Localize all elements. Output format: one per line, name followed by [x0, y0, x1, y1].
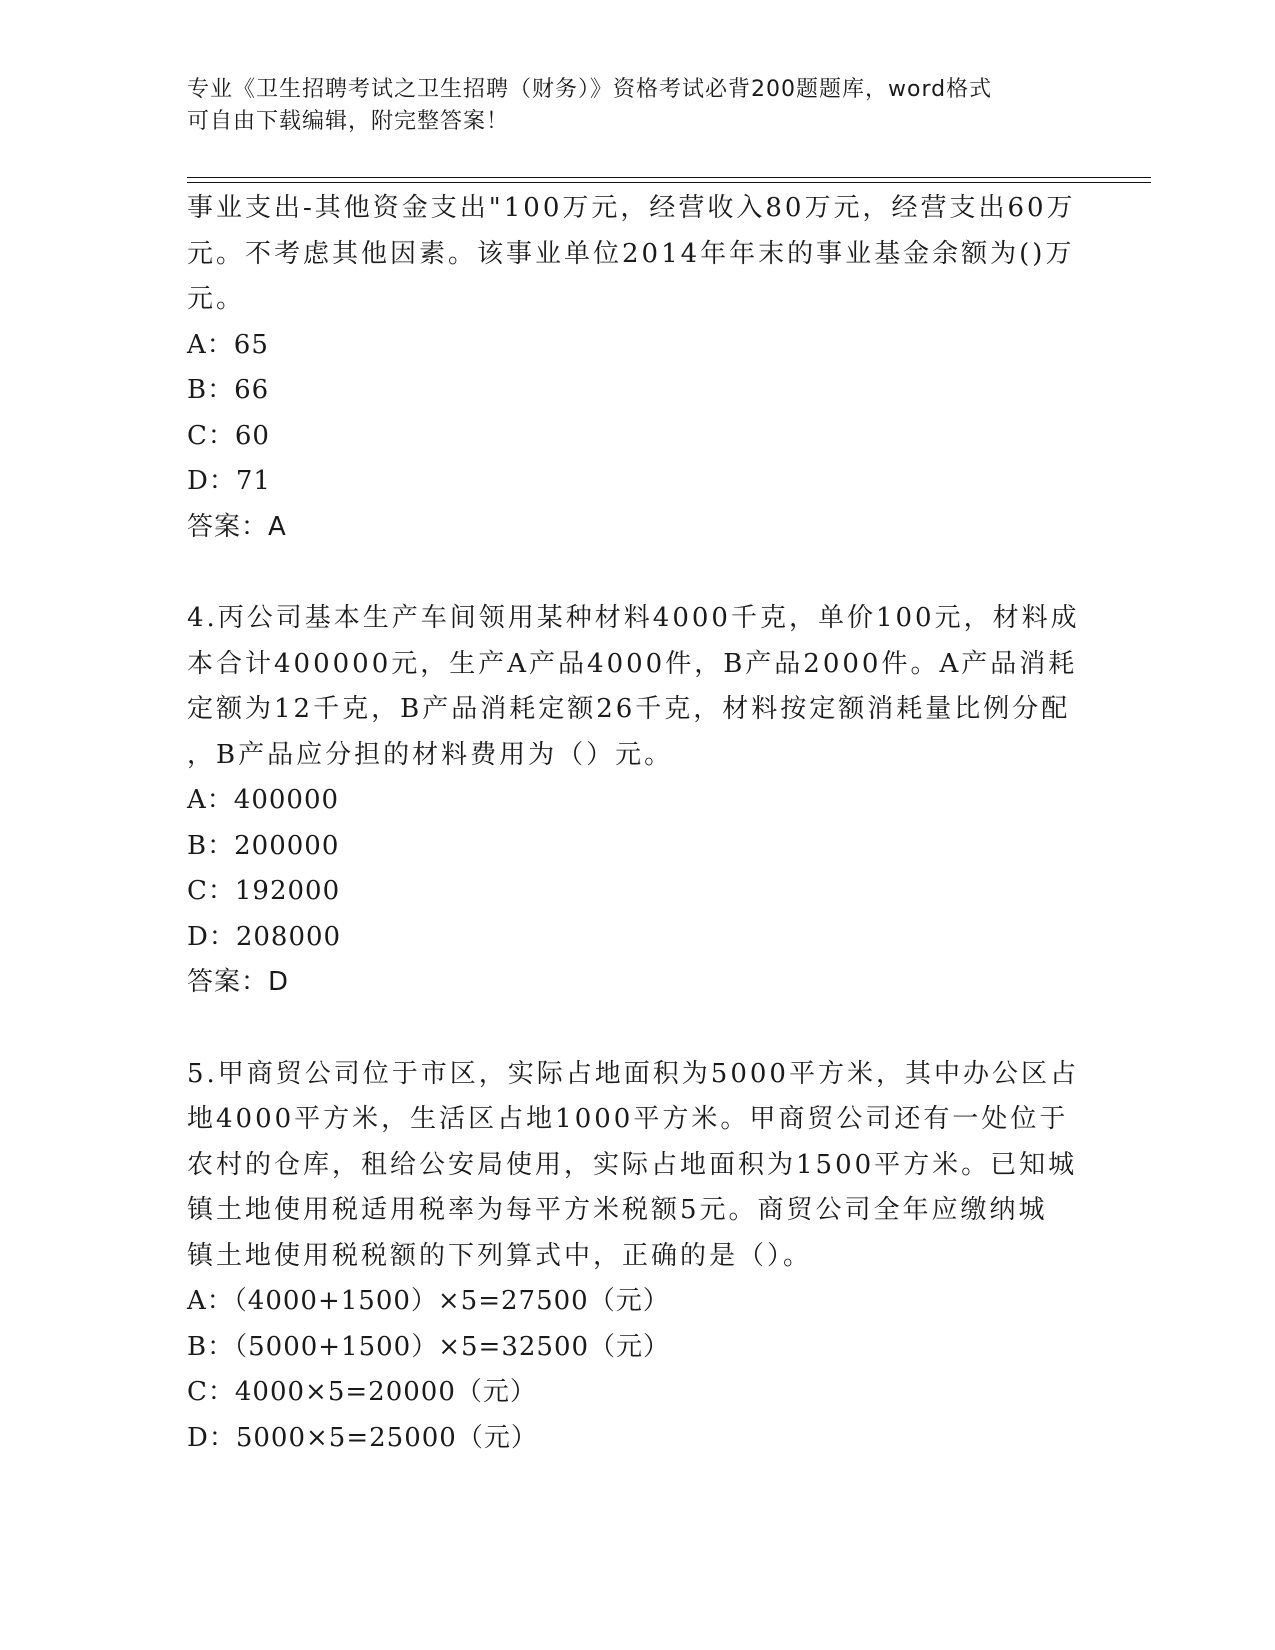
answer-label: 答案：D [187, 967, 290, 997]
header-divider-top [187, 177, 1151, 178]
option-b: B：200000 [187, 830, 340, 861]
option-a: A：（4000+1500）×5=27500（元） [187, 1286, 670, 1316]
question-list [187, 186, 1087, 1461]
option-c: C：192000 [187, 876, 341, 906]
option-b: B：66 [187, 375, 270, 405]
option-a: A：400000 [187, 785, 340, 815]
stem-line: 镇土地使用税税额的下列算式中，正确的是（）。 [187, 1240, 813, 1271]
header-title-line-1: 专业《卫生招聘考试之卫生招聘（财务）》资格考试必背200题题库，word格式 [187, 77, 993, 102]
question-4 [187, 596, 1087, 1006]
page-header [187, 74, 1067, 138]
answer-label: 答案：A [187, 511, 287, 542]
question-stem [187, 596, 1087, 778]
stem-line: 事业支出-其他资金支出"100万元，经营收入80万元，经营支出60万 [187, 193, 1076, 223]
stem-line: 本合计400000元，生产A产品4000件，B产品2000件。A产品消耗 [187, 648, 1078, 679]
option-d: D：71 [187, 466, 271, 496]
option-b: B：（5000+1500）×5=32500（元） [187, 1331, 671, 1362]
option-c: C：60 [187, 420, 270, 451]
stem-line: 农村的仓库，租给公安局使用，实际占地面积为1500平方米。已知城 [187, 1149, 1078, 1180]
option-c: C：4000×5=20000（元） [187, 1377, 537, 1407]
stem-line: 镇土地使用税适用税率为每平方米税额5元。商贸公司全年应缴纳城 [187, 1195, 1048, 1225]
option-d: D：208000 [187, 921, 342, 952]
header-title-line-2: 可自由下载编辑，附完整答案！ [187, 109, 510, 134]
question-5 [187, 1052, 1087, 1462]
header-divider-bottom [187, 182, 1151, 183]
question-stem [187, 186, 1087, 323]
question-stem [187, 1052, 1087, 1280]
stem-line: ，B产品应分担的材料费用为（）元。 [187, 739, 674, 770]
stem-line: 4.丙公司基本生产车间领用某种材料4000千克，单价100元，材料成 [187, 603, 1080, 633]
option-d: D：5000×5=25000（元） [187, 1422, 538, 1453]
stem-line: 地4000平方米，生活区占地1000平方米。甲商贸公司还有一处位于 [187, 1104, 1069, 1134]
stem-line: 元。 [187, 284, 246, 314]
stem-line: 元。不考虑其他因素。该事业单位2014年年末的事业基金余额为()万 [187, 238, 1075, 269]
stem-line: 5.甲商贸公司位于市区，实际占地面积为5000平方米，其中办公区占 [187, 1058, 1079, 1089]
question-3-continued [187, 186, 1087, 550]
stem-line: 定额为12千克，B产品消耗定额26千克，材料按定额消耗量比例分配 [187, 694, 1071, 724]
option-a: A：65 [187, 329, 269, 360]
